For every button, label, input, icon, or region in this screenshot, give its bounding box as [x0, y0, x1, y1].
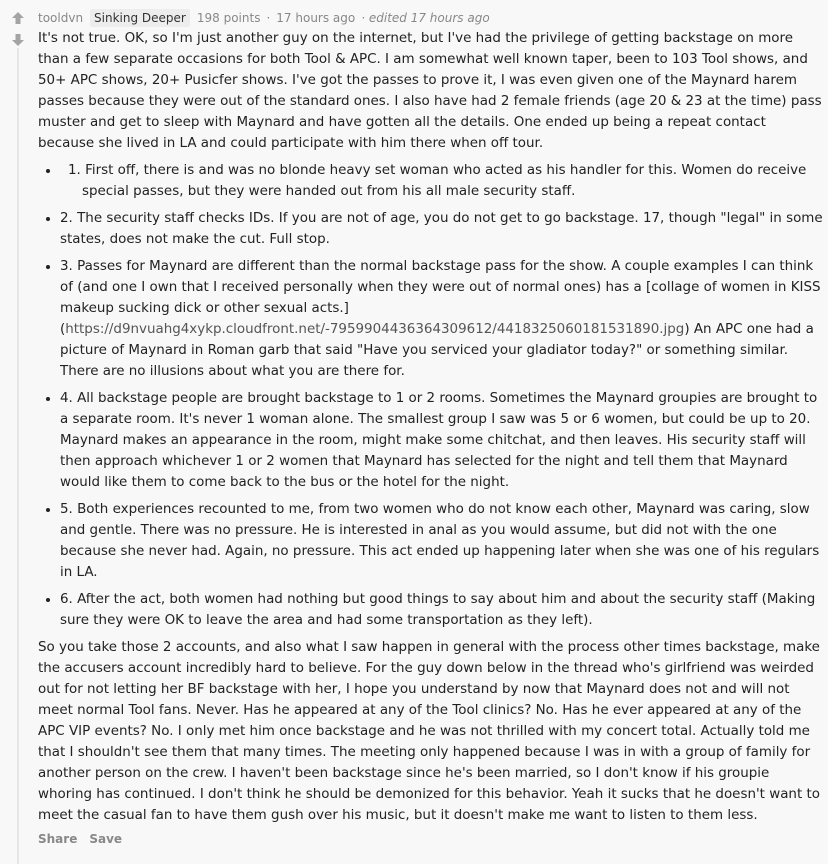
list-item — [60, 160, 826, 202]
points: 198 points — [196, 11, 261, 25]
vote-column — [9, 10, 27, 48]
separator: · — [266, 11, 271, 25]
arrow-up-icon — [11, 11, 25, 25]
share-button[interactable]: Share — [38, 832, 78, 846]
list-item — [60, 256, 826, 382]
list-item: • 6. After the act, both women had nothing but good things to say about him and about the security staff (Making sure they were OK to leave the area and had some transportation as they left). — [60, 589, 826, 631]
outro-paragraph: So you take those 2 accounts, and also what I saw happen in general with the process other times backstage, make the accusers account incredibly hard to believe. For the guy down below in the thread who's girlfriend was weirded out for not letting her BF backstage with her, I hope you understand by now that Maynard does not and will not meet normal Tool fans. Never. Has he appeared at any of the Tool clinics? No. Has he ever appeared at any of the APC VIP events? No. I only met him once backstage and he was not thrilled with my concert total. Actually told me that I shouldn't see them that many times. The meeting only happened because I was in with a group of family for another person on the crew. I haven't been backstage since he's been married, so I don't know if his groupie whoring has continued. I don't think he should be demonized for this behavior. Yeah it sucks that he doesn't want to meet the casual fan to have them gush over his music, but it doesn't make me want to listen to them less. — [38, 640, 820, 823]
comment-tagline — [38, 8, 826, 28]
list-item-text: ) An APC one had a picture of Maynard in Roman garb that said "Have you serviced your gladiator today?" or something similar. There are no illusions about what you are there for. — [60, 322, 814, 379]
image-link[interactable]: https://d9nvuahg4xykp.cloudfront.net/-7959904436364309612/4418325060181531890.jpg — [65, 322, 685, 337]
list-item-text: • 1. First off, there is and was no blonde heavy set woman who acted as his handler for this. Women do receive special passes, but they were handed out from his all male security staff. — [68, 163, 807, 199]
thread-line[interactable] — [17, 48, 19, 864]
list-item: • 5. Both experiences recounted to me, from two women who do not know each other, Maynard was caring, slow and gentle. There was no pressure. He is interested in anal as you would assume, but did not with the one because she never had. Again, no pressure. This act ended up happening later when she was one of his regulars in LA. — [60, 499, 826, 583]
timestamp: 17 hours ago — [276, 11, 356, 25]
arrow-down-icon — [11, 33, 25, 47]
comment — [38, 8, 826, 846]
comment-actions — [38, 832, 826, 846]
list-item: • 4. All backstage people are brought backstage to 1 or 2 rooms. Sometimes the Maynard groupies are brought to a separate room. It's never 1 woman alone. The smallest group I saw was 5 or 6 women, but could be up to 20. Maynard makes an appearance in the room, might make some chitchat, and then leaves. His security staff will then approach whichever 1 or 2 women that Maynard has selected for the night and tell them that Maynard would like them to come back to the bus or the hotel for the night. — [60, 388, 826, 493]
upvote-button[interactable] — [9, 10, 27, 26]
list-item: • 2. The security staff checks IDs. If you are not of age, you do not get to go backstage. 17, though "legal" in some states, does not make the cut. Full stop. — [60, 208, 826, 250]
list-item-text: 3. Passes for Maynard are different than the normal backstage pass for the show. A couple examples I can think of (and one I own that I received personally when they were out of normal ones) has a [collage of women in KISS makeup sucking dick or other sexual acts.] ( — [60, 259, 821, 337]
downvote-button[interactable] — [9, 32, 27, 48]
user-flair: Sinking Deeper — [90, 9, 190, 27]
intro-paragraph: It's not true. OK, so I'm just another guy on the internet, but I've had the privilege of getting backstage on more than a few separate occasions for both Tool & APC. I am somewhat well known taper, been to 103 Tool shows, and 50+ APC shows, 20+ Pusicfer shows. I've got the passes to prove it, I was even given one of the Maynard harem passes because they were out of the standard ones. I also have had 2 female friends (age 20 & 23 at the time) pass muster and get to sleep with Maynard and have gotten all the details. One ended up being a repeat contact because she lived in LA and could participate with him there when off tour. — [38, 31, 822, 151]
comment-body — [38, 28, 826, 826]
points-list — [38, 160, 826, 631]
author-link[interactable]: tooldvn — [38, 11, 84, 25]
edited-timestamp: · edited 17 hours ago — [361, 11, 490, 25]
save-button[interactable]: Save — [89, 832, 123, 846]
